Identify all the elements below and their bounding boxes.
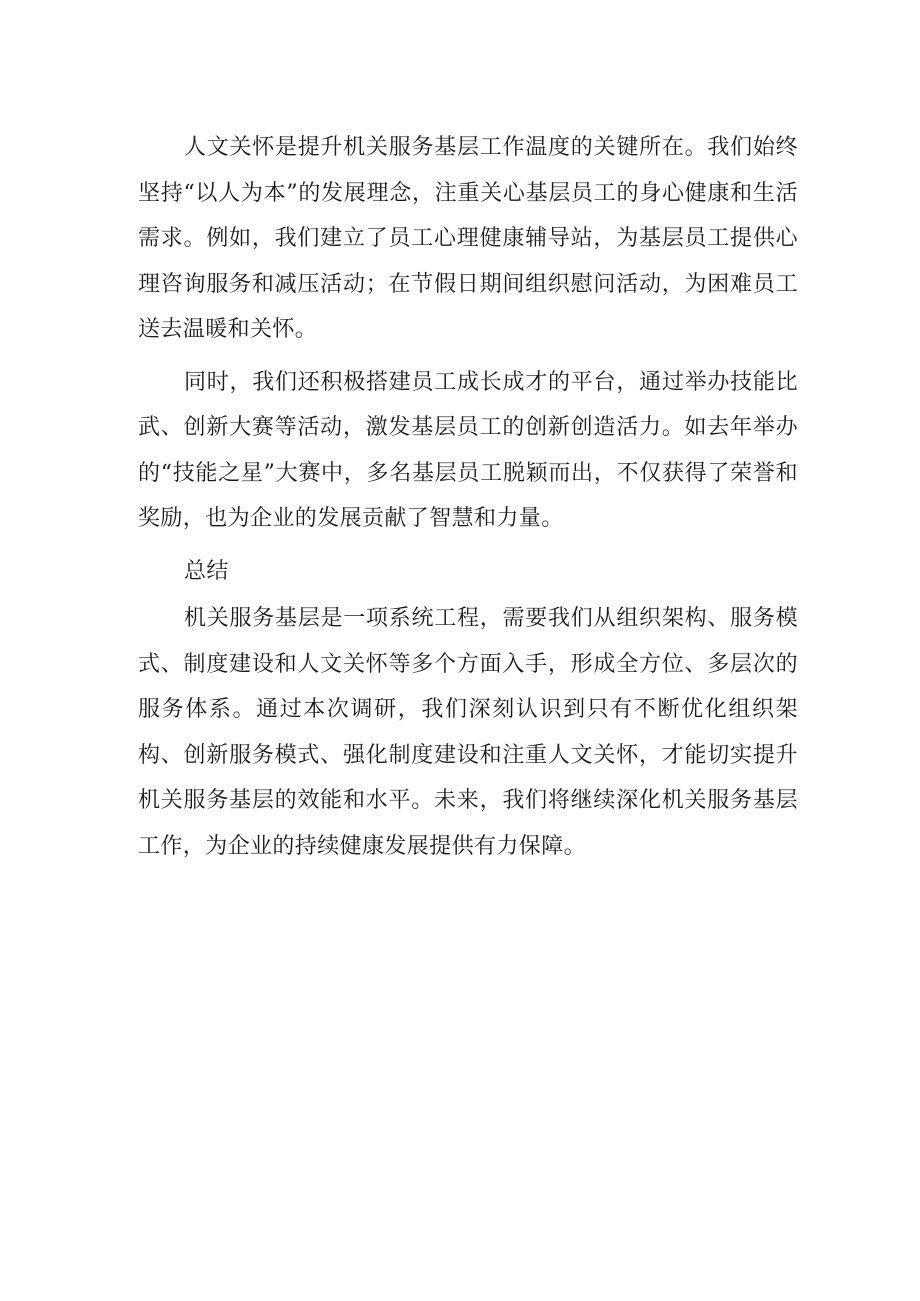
- paragraph-growth-platform: 同时，我们还积极搭建员工成长成才的平台，通过举办技能比武、创新大赛等活动，激发基层员工的创新创造活力。如去年举办的“技能之星”大赛中，多名基层员工脱颖而出，不仅获得了荣誉和奖励，也为企业的发展贡献了智慧和力量。: [138, 369, 798, 531]
- paragraph-humanistic-care: 人文关怀是提升机关服务基层工作温度的关键所在。我们始终坚持“以人为本”的发展理念，注重关心基层员工的身心健康和生活需求。例如，我们建立了员工心理健康辅导站，为基层员工提供心理咨询服务和减压活动；在节假日期间组织慰问活动，为困难员工送去温暖和关怀。: [138, 135, 798, 342]
- document-body: [138, 125, 798, 876]
- paragraph-summary: 机关服务基层是一项系统工程，需要我们从组织架构、服务模式、制度建设和人文关怀等多个方面入手，形成全方位、多层次的服务体系。通过本次调研，我们深刻认识到只有不断优化组织架构、创新服务模式、强化制度建设和注重人文关怀，才能切实提升机关服务基层的效能和水平。未来，我们将继续深化机关服务基层工作，为企业的持续健康发展提供有力保障。: [138, 606, 798, 859]
- section-heading-summary: 总结: [184, 558, 229, 584]
